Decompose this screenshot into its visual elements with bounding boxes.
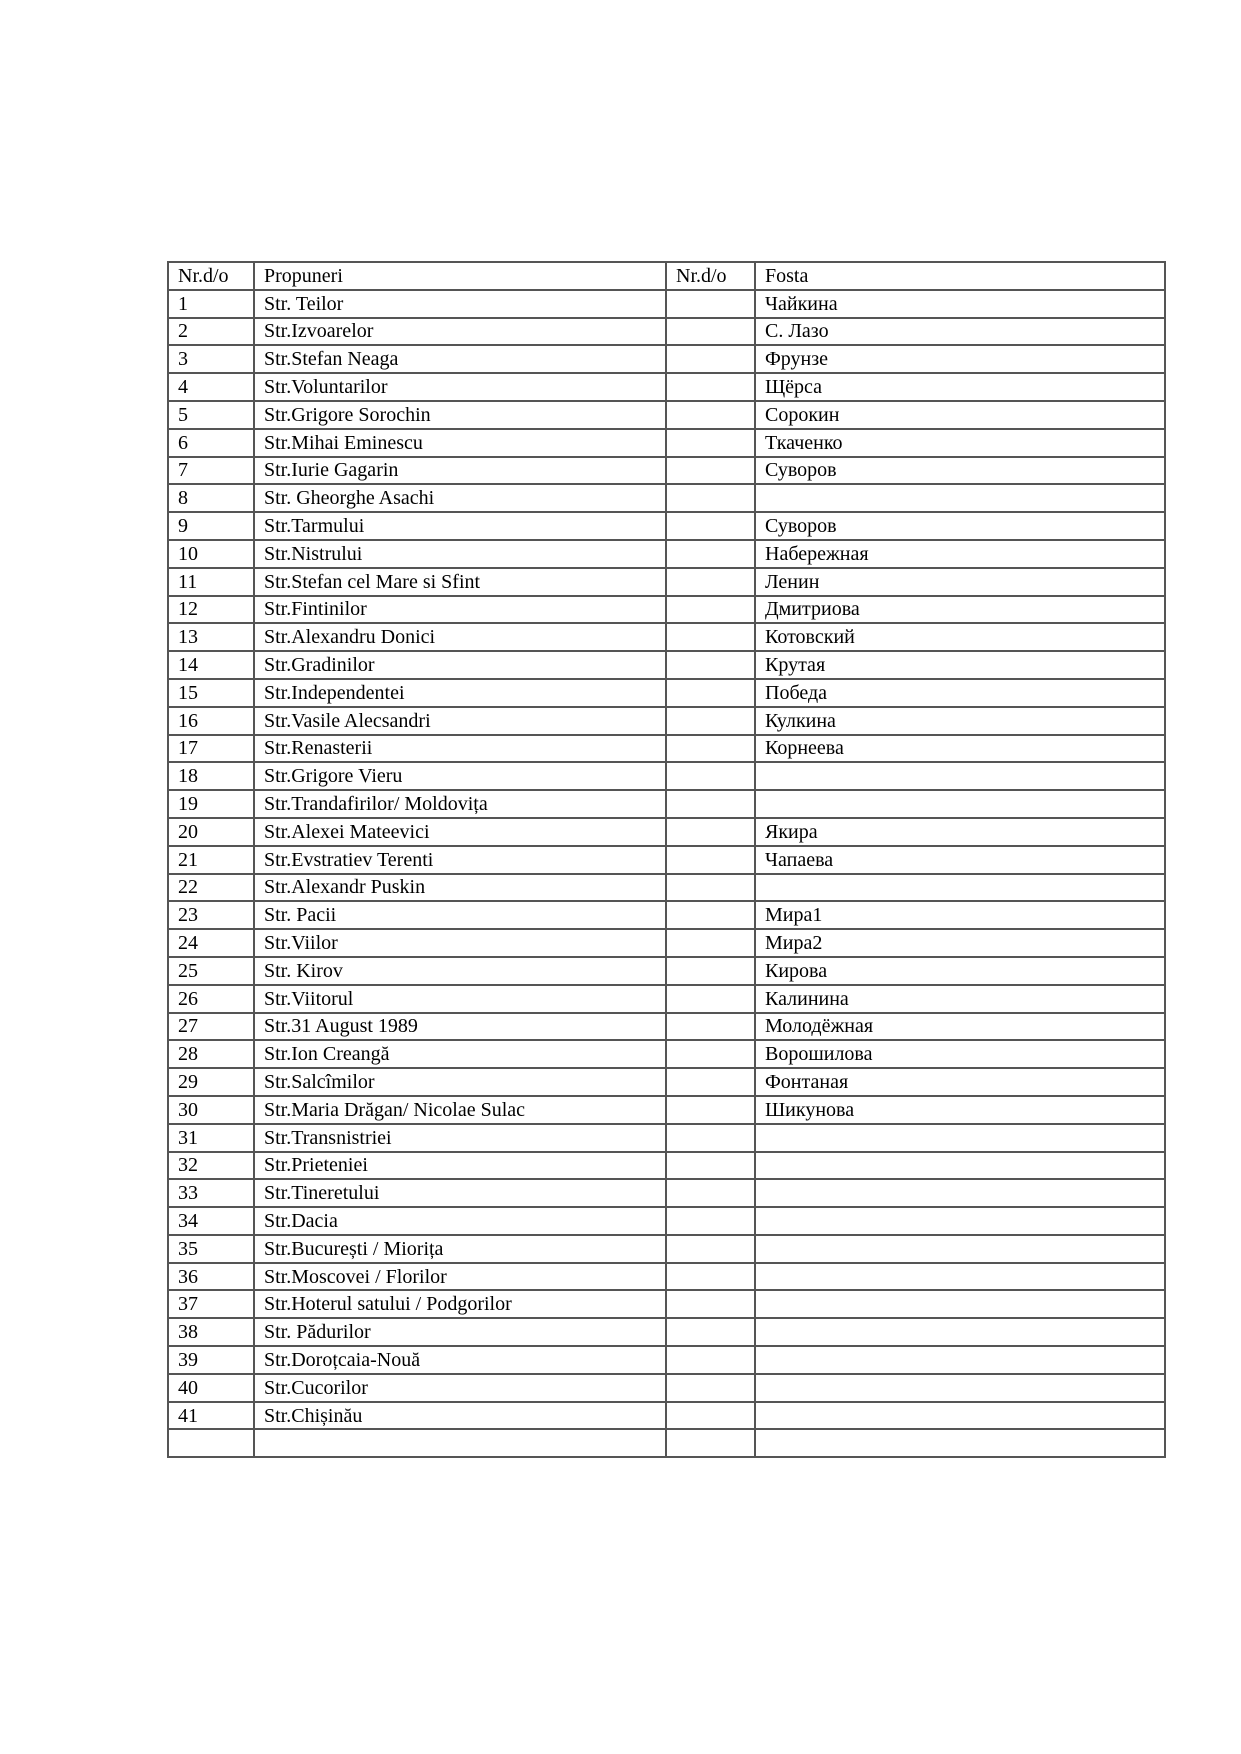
fosta-cell [755, 1429, 1165, 1457]
propunere-cell: Str.Evstratiev Terenti [254, 846, 666, 874]
fosta-cell: Победа [755, 679, 1165, 707]
table-row [168, 762, 1165, 790]
propunere-cell: Str.Iurie Gagarin [254, 457, 666, 485]
table-row [168, 1013, 1165, 1041]
propunere-cell: Str.Hoterul satului / Podgorilor [254, 1290, 666, 1318]
nr2-cell [666, 707, 755, 735]
propunere-cell: Str. Kirov [254, 957, 666, 985]
nr-cell: 35 [168, 1235, 254, 1263]
fosta-cell: Мира1 [755, 901, 1165, 929]
propunere-cell: Str.Stefan cel Mare si Sfint [254, 568, 666, 596]
table-body [168, 290, 1165, 1457]
table-row [168, 318, 1165, 346]
header-fosta: Fosta [755, 262, 1165, 290]
table-row [168, 818, 1165, 846]
propunere-cell: Str.Maria Drăgan/ Nicolae Sulac [254, 1096, 666, 1124]
nr-cell: 19 [168, 790, 254, 818]
nr2-cell [666, 1263, 755, 1291]
table-row [168, 735, 1165, 763]
propunere-cell [254, 1429, 666, 1457]
fosta-cell: Дмитриова [755, 596, 1165, 624]
fosta-cell: Щёрса [755, 373, 1165, 401]
propunere-cell: Str.Renasterii [254, 735, 666, 763]
propunere-cell: Str.Mihai Eminescu [254, 429, 666, 457]
nr2-cell [666, 651, 755, 679]
nr2-cell [666, 1152, 755, 1180]
fosta-cell [755, 1263, 1165, 1291]
nr-cell: 5 [168, 401, 254, 429]
table-row [168, 846, 1165, 874]
table-row [168, 874, 1165, 902]
propunere-cell: Str.Grigore Vieru [254, 762, 666, 790]
nr2-cell [666, 345, 755, 373]
table-row [168, 1429, 1165, 1457]
nr-cell: 22 [168, 874, 254, 902]
fosta-cell [755, 1207, 1165, 1235]
table-row [168, 1290, 1165, 1318]
header-propuneri: Propuneri [254, 262, 666, 290]
fosta-cell [755, 1124, 1165, 1152]
table-row [168, 929, 1165, 957]
fosta-cell [755, 1235, 1165, 1263]
fosta-cell [755, 484, 1165, 512]
nr-cell: 8 [168, 484, 254, 512]
nr2-cell [666, 373, 755, 401]
table-row [168, 1402, 1165, 1430]
fosta-cell [755, 1318, 1165, 1346]
fosta-cell: Суворов [755, 457, 1165, 485]
fosta-cell: Набережная [755, 540, 1165, 568]
table-row [168, 512, 1165, 540]
propunere-cell: Str. Pădurilor [254, 1318, 666, 1346]
nr-cell: 40 [168, 1374, 254, 1402]
table-row [168, 568, 1165, 596]
fosta-cell [755, 1290, 1165, 1318]
nr-cell: 21 [168, 846, 254, 874]
table-row [168, 707, 1165, 735]
nr2-cell [666, 1040, 755, 1068]
propunere-cell: Str.Moscovei / Florilor [254, 1263, 666, 1291]
table-row [168, 1318, 1165, 1346]
street-rename-table [167, 261, 1166, 1458]
nr2-cell [666, 929, 755, 957]
fosta-cell: Суворов [755, 512, 1165, 540]
fosta-cell: Ленин [755, 568, 1165, 596]
nr2-cell [666, 1318, 755, 1346]
nr2-cell [666, 568, 755, 596]
nr-cell: 13 [168, 623, 254, 651]
propunere-cell: Str.Transnistriei [254, 1124, 666, 1152]
fosta-cell [755, 1179, 1165, 1207]
propunere-cell: Str.Izvoarelor [254, 318, 666, 346]
nr-cell: 31 [168, 1124, 254, 1152]
nr2-cell [666, 1290, 755, 1318]
fosta-cell [755, 1402, 1165, 1430]
propunere-cell: Str.Viilor [254, 929, 666, 957]
nr2-cell [666, 540, 755, 568]
header-row [168, 262, 1165, 290]
table-row [168, 957, 1165, 985]
nr-cell: 11 [168, 568, 254, 596]
propunere-cell: Str.Dacia [254, 1207, 666, 1235]
nr-cell: 20 [168, 818, 254, 846]
propunere-cell: Str.Independentei [254, 679, 666, 707]
fosta-cell: С. Лазо [755, 318, 1165, 346]
fosta-cell [755, 1346, 1165, 1374]
propunere-cell: Str.Cucorilor [254, 1374, 666, 1402]
nr2-cell [666, 1207, 755, 1235]
nr-cell: 10 [168, 540, 254, 568]
nr-cell: 12 [168, 596, 254, 624]
table-row [168, 540, 1165, 568]
nr-cell: 1 [168, 290, 254, 318]
nr2-cell [666, 762, 755, 790]
fosta-cell: Котовский [755, 623, 1165, 651]
nr2-cell [666, 596, 755, 624]
table-row [168, 1124, 1165, 1152]
propunere-cell: Str.Voluntarilor [254, 373, 666, 401]
nr-cell: 36 [168, 1263, 254, 1291]
nr2-cell [666, 1346, 755, 1374]
nr-cell: 23 [168, 901, 254, 929]
nr2-cell [666, 901, 755, 929]
table-row [168, 429, 1165, 457]
propunere-cell: Str. Gheorghe Asachi [254, 484, 666, 512]
fosta-cell [755, 1152, 1165, 1180]
fosta-cell: Крутая [755, 651, 1165, 679]
nr2-cell [666, 985, 755, 1013]
nr2-cell [666, 679, 755, 707]
fosta-cell: Мира2 [755, 929, 1165, 957]
fosta-cell: Калинина [755, 985, 1165, 1013]
propunere-cell: Str.București / Miorița [254, 1235, 666, 1263]
propunere-cell: Str.Fintinilor [254, 596, 666, 624]
propunere-cell: Str.Viitorul [254, 985, 666, 1013]
nr-cell: 37 [168, 1290, 254, 1318]
fosta-cell: Шикунова [755, 1096, 1165, 1124]
propunere-cell: Str.Gradinilor [254, 651, 666, 679]
table-row [168, 901, 1165, 929]
fosta-cell [755, 790, 1165, 818]
nr-cell: 39 [168, 1346, 254, 1374]
table-row [168, 596, 1165, 624]
nr2-cell [666, 290, 755, 318]
fosta-cell [755, 874, 1165, 902]
fosta-cell: Кирова [755, 957, 1165, 985]
nr2-cell [666, 1429, 755, 1457]
nr2-cell [666, 846, 755, 874]
nr2-cell [666, 512, 755, 540]
nr-cell: 2 [168, 318, 254, 346]
nr2-cell [666, 318, 755, 346]
nr2-cell [666, 790, 755, 818]
table-row [168, 985, 1165, 1013]
table-row [168, 679, 1165, 707]
nr-cell: 3 [168, 345, 254, 373]
nr-cell: 7 [168, 457, 254, 485]
nr2-cell [666, 874, 755, 902]
nr-cell: 30 [168, 1096, 254, 1124]
propunere-cell: Str.Alexandru Donici [254, 623, 666, 651]
nr2-cell [666, 1402, 755, 1430]
nr2-cell [666, 401, 755, 429]
nr2-cell [666, 1013, 755, 1041]
nr2-cell [666, 1096, 755, 1124]
nr2-cell [666, 429, 755, 457]
propunere-cell: Str.Stefan Neaga [254, 345, 666, 373]
nr-cell: 4 [168, 373, 254, 401]
propunere-cell: Str.Grigore Sorochin [254, 401, 666, 429]
propunere-cell: Str.Tarmului [254, 512, 666, 540]
propunere-cell: Str.Vasile Alecsandri [254, 707, 666, 735]
propunere-cell: Str.Trandafirilor/ Moldovița [254, 790, 666, 818]
propunere-cell: Str. Teilor [254, 290, 666, 318]
fosta-cell: Молодёжная [755, 1013, 1165, 1041]
table-row [168, 401, 1165, 429]
nr-cell: 6 [168, 429, 254, 457]
header-nr-1: Nr.d/o [168, 262, 254, 290]
propunere-cell: Str.Tineretului [254, 1179, 666, 1207]
table-row [168, 1374, 1165, 1402]
table-row [168, 1346, 1165, 1374]
fosta-cell: Фрунзе [755, 345, 1165, 373]
table-row [168, 1068, 1165, 1096]
nr-cell: 26 [168, 985, 254, 1013]
table-row [168, 484, 1165, 512]
propunere-cell: Str.Nistrului [254, 540, 666, 568]
table-row [168, 1152, 1165, 1180]
header-nr-2: Nr.d/o [666, 262, 755, 290]
table-row [168, 790, 1165, 818]
table-row [168, 1207, 1165, 1235]
nr-cell: 27 [168, 1013, 254, 1041]
fosta-cell: Якира [755, 818, 1165, 846]
propunere-cell: Str.Alexandr Puskin [254, 874, 666, 902]
table-row [168, 1040, 1165, 1068]
fosta-cell: Чапаева [755, 846, 1165, 874]
nr2-cell [666, 1235, 755, 1263]
nr-cell: 18 [168, 762, 254, 790]
fosta-cell: Корнеева [755, 735, 1165, 763]
nr2-cell [666, 484, 755, 512]
propunere-cell: Str.31 August 1989 [254, 1013, 666, 1041]
propunere-cell: Str.Ion Creangă [254, 1040, 666, 1068]
nr2-cell [666, 1068, 755, 1096]
table-row [168, 651, 1165, 679]
fosta-cell [755, 1374, 1165, 1402]
propunere-cell: Str. Pacii [254, 901, 666, 929]
nr2-cell [666, 623, 755, 651]
fosta-cell: Чайкина [755, 290, 1165, 318]
nr2-cell [666, 1179, 755, 1207]
nr-cell: 41 [168, 1402, 254, 1430]
table-row [168, 290, 1165, 318]
nr-cell: 24 [168, 929, 254, 957]
propunere-cell: Str.Doroțcaia-Nouă [254, 1346, 666, 1374]
nr-cell: 25 [168, 957, 254, 985]
table-row [168, 1235, 1165, 1263]
nr-cell: 16 [168, 707, 254, 735]
fosta-cell: Ворошилова [755, 1040, 1165, 1068]
table-row [168, 623, 1165, 651]
nr-cell: 34 [168, 1207, 254, 1235]
nr-cell: 15 [168, 679, 254, 707]
propunere-cell: Str.Alexei Mateevici [254, 818, 666, 846]
table-row [168, 1179, 1165, 1207]
fosta-cell: Сорокин [755, 401, 1165, 429]
propunere-cell: Str.Prieteniei [254, 1152, 666, 1180]
table-row [168, 1263, 1165, 1291]
nr-cell: 29 [168, 1068, 254, 1096]
table-row [168, 373, 1165, 401]
propunere-cell: Str.Chișinău [254, 1402, 666, 1430]
nr2-cell [666, 957, 755, 985]
nr-cell: 33 [168, 1179, 254, 1207]
fosta-cell [755, 762, 1165, 790]
nr-cell: 32 [168, 1152, 254, 1180]
nr-cell [168, 1429, 254, 1457]
nr-cell: 17 [168, 735, 254, 763]
nr2-cell [666, 818, 755, 846]
fosta-cell: Ткаченко [755, 429, 1165, 457]
nr-cell: 38 [168, 1318, 254, 1346]
nr-cell: 9 [168, 512, 254, 540]
propunere-cell: Str.Salcîmilor [254, 1068, 666, 1096]
nr2-cell [666, 1124, 755, 1152]
nr2-cell [666, 735, 755, 763]
nr2-cell [666, 1374, 755, 1402]
table-row [168, 1096, 1165, 1124]
nr-cell: 28 [168, 1040, 254, 1068]
nr2-cell [666, 457, 755, 485]
nr-cell: 14 [168, 651, 254, 679]
table-row [168, 345, 1165, 373]
fosta-cell: Фонтаная [755, 1068, 1165, 1096]
table-header [168, 262, 1165, 290]
fosta-cell: Кулкина [755, 707, 1165, 735]
table-row [168, 457, 1165, 485]
